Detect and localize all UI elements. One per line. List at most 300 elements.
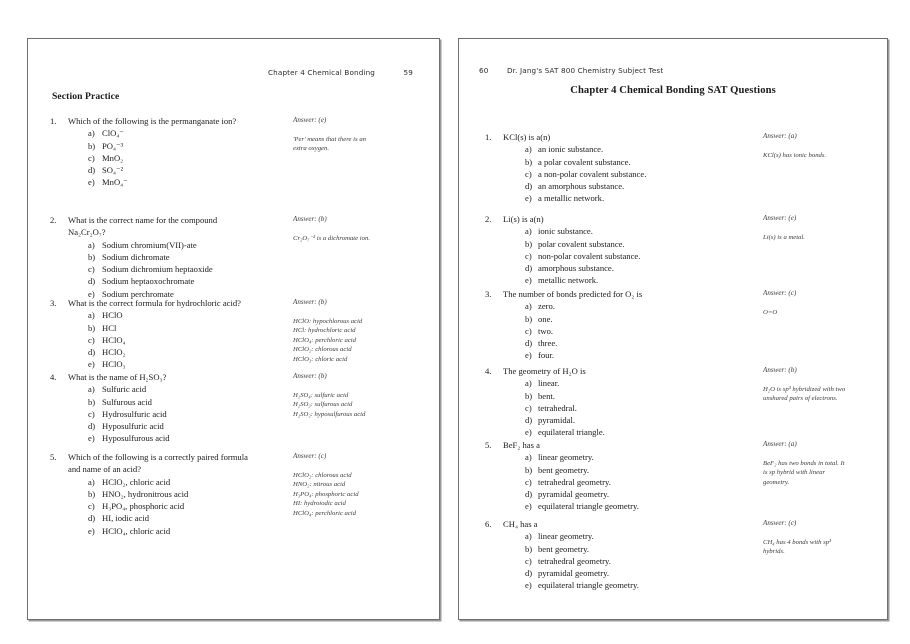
answer-sidebar (763, 439, 888, 487)
choice-label: a) (88, 384, 95, 395)
choice-label: e) (88, 359, 95, 370)
question-number: 6. (485, 519, 492, 529)
answer-explanation (763, 151, 888, 160)
answer-label: Answer: (b) (293, 372, 327, 380)
question-block (485, 131, 875, 204)
answer-sidebar (763, 288, 888, 317)
choice-text: amorphous substance. (538, 263, 614, 274)
answer-explanation-line: BeF₂ has two bonds in total. It (763, 460, 845, 467)
answer-explanation-line: H₂SO₃: sulfurous acid (293, 401, 353, 409)
choice-label: c) (88, 408, 95, 419)
choice-list (68, 127, 276, 188)
choice-text: equilateral triangle. (538, 427, 605, 438)
choice-text: H₃PO₄, phosphoric acid (102, 501, 185, 512)
choice-item[interactable] (503, 476, 731, 488)
answer-explanation-line: HClO₄: perchloric acid (293, 509, 356, 517)
question-block (485, 518, 875, 591)
question-stem (68, 297, 276, 309)
choice-label: b) (88, 489, 96, 500)
choice-list (503, 300, 731, 361)
choice-text: bent. (538, 390, 555, 401)
choice-item[interactable] (68, 512, 276, 524)
choice-label: d) (525, 181, 533, 192)
question-block (485, 439, 875, 512)
choice-label: b) (88, 322, 96, 333)
choice-label: d) (525, 263, 533, 274)
choice-label: c) (525, 555, 532, 566)
choice-text: two. (538, 325, 554, 336)
question-block (50, 297, 426, 370)
choice-text: HClO₄ (102, 334, 126, 345)
answer-label: Answer: (b) (763, 366, 797, 374)
choice-item[interactable] (68, 127, 276, 139)
answer-explanation-line: geometry. (763, 478, 790, 486)
choice-item[interactable] (503, 325, 731, 337)
question-body (68, 214, 276, 300)
choice-item[interactable] (68, 525, 276, 537)
choice-label: b) (525, 390, 533, 401)
answer-label: Answer: (c) (293, 452, 327, 460)
question-body (68, 297, 276, 370)
choice-item[interactable] (68, 358, 276, 370)
choice-label: b) (88, 396, 96, 407)
question-stem (503, 213, 731, 225)
page-right (458, 38, 888, 620)
answer-explanation (293, 471, 433, 518)
choice-label: a) (88, 476, 95, 487)
choice-item[interactable] (503, 238, 731, 250)
choice-text: linear. (538, 378, 560, 389)
choice-text: tetrahedral geometry. (538, 555, 611, 566)
answer-explanation-line: H₂O is sp³ hybridized with two (763, 386, 846, 393)
choice-item[interactable] (503, 168, 731, 180)
question-stem (503, 439, 731, 451)
choice-item[interactable] (68, 476, 276, 488)
answer-explanation-line: HClO₂: chlorous acid (293, 472, 352, 479)
chapter-heading: Chapter 4 Chemical Bonding SAT Questions (570, 85, 776, 96)
answer-label: Answer: (c) (763, 289, 797, 297)
choice-list (68, 476, 276, 537)
choice-text: HClO₃ (102, 359, 126, 370)
question-stem (503, 131, 731, 143)
choice-item[interactable] (503, 426, 731, 438)
choice-item[interactable] (503, 274, 731, 286)
choice-item[interactable] (68, 251, 276, 263)
answer-explanation-line: CH₄ has 4 bonds with sp³ (763, 539, 832, 546)
choice-item[interactable] (503, 225, 731, 237)
choice-item[interactable] (503, 337, 731, 349)
question-stem-line: What is the correct name for the compound (68, 215, 218, 225)
question-stem-line: CH₄ has a (503, 519, 538, 529)
choice-label: d) (88, 347, 96, 358)
choice-text: one. (538, 313, 553, 324)
question-number: 2. (485, 214, 492, 224)
page-number-left: 59 (403, 68, 413, 77)
question-stem-line: Which of the following is a correctly paired formula (68, 452, 248, 462)
choice-item[interactable] (68, 346, 276, 358)
choice-item[interactable] (503, 156, 731, 168)
choice-item[interactable] (503, 192, 731, 204)
choice-list (503, 143, 731, 204)
choice-label: c) (525, 476, 532, 487)
choice-label: a) (525, 378, 532, 389)
choice-label: d) (88, 513, 96, 524)
choice-label: b) (525, 464, 533, 475)
choice-text: equilateral triangle geometry. (538, 580, 639, 591)
choice-item[interactable] (503, 464, 731, 476)
question-number: 4. (50, 372, 57, 382)
question-number: 1. (50, 116, 57, 126)
choice-item[interactable] (503, 313, 731, 325)
choice-text: Sulfuric acid (102, 384, 147, 395)
question-stem-line: The number of bonds predicted for O₂ is (503, 289, 643, 299)
answer-explanation (763, 459, 888, 487)
page-left-content (28, 39, 439, 619)
question-stem-line: What is the name of H₂SO₃? (68, 372, 167, 382)
choice-label: a) (525, 301, 532, 312)
choice-item[interactable] (68, 408, 276, 420)
question-stem-line: KCl(s) is a(n) (503, 132, 551, 142)
question-number: 3. (485, 289, 492, 299)
choice-item[interactable] (68, 383, 276, 395)
answer-explanation-line: H₂SO₂: hyposulfurous acid (293, 410, 366, 418)
choice-text: an amorphous substance. (538, 181, 625, 192)
choice-text: zero. (538, 301, 555, 312)
choice-label: c) (525, 250, 532, 261)
choice-list (68, 239, 276, 300)
choice-text: tetrahedral geometry. (538, 476, 611, 487)
choice-item[interactable] (68, 500, 276, 512)
choice-item[interactable] (503, 390, 731, 402)
question-stem-line: The geometry of H₂O is (503, 366, 586, 376)
page-number-right: 60 (479, 66, 489, 75)
question-stem-line: Na₂Cr₂O₇? (68, 227, 106, 238)
choice-text: an ionic substance. (538, 144, 604, 155)
choice-item[interactable] (68, 152, 276, 164)
choice-text: PO₄⁻³ (102, 140, 124, 151)
choice-label: c) (525, 402, 532, 413)
answer-explanation (763, 538, 888, 557)
question-stem (503, 288, 731, 300)
choice-list (503, 225, 731, 286)
choice-item[interactable] (503, 488, 731, 500)
answer-explanation-line: 'Per' means that there is an (293, 136, 367, 143)
choice-text: HClO₄, chloric acid (102, 525, 171, 536)
answer-sidebar (763, 365, 888, 404)
answer-explanation (763, 308, 888, 317)
choice-item[interactable] (68, 275, 276, 287)
answer-explanation-line: HNO₂: nitrous acid (293, 481, 346, 489)
choice-list (503, 377, 731, 438)
choice-label: a) (88, 128, 95, 139)
choice-list (503, 451, 731, 512)
choice-text: a polar covalent substance. (538, 156, 631, 167)
choice-text: Hyposulfurous acid (102, 433, 170, 444)
choice-text: tetrahedral. (538, 402, 577, 413)
choice-text: Hyposulfuric acid (102, 421, 164, 432)
answer-explanation-line: KCl(s) has ionic bonds. (763, 152, 827, 159)
question-body (68, 115, 276, 188)
answer-explanation (763, 385, 888, 404)
page-right-content (459, 39, 887, 619)
question-stem (503, 365, 731, 377)
choice-label: d) (525, 338, 533, 349)
choice-item[interactable] (503, 262, 731, 274)
choice-text: SO₄⁻² (102, 165, 124, 176)
choice-label: e) (525, 427, 532, 438)
choice-label: c) (525, 168, 532, 179)
choice-text: pyramidal geometry. (538, 489, 610, 500)
question-stem (503, 518, 731, 530)
question-body (68, 451, 276, 537)
choice-item[interactable] (68, 239, 276, 251)
question-stem-line: What is the correct formula for hydrochloric acid? (68, 298, 241, 308)
choice-label: e) (525, 501, 532, 512)
answer-sidebar (293, 297, 433, 364)
answer-sidebar (293, 214, 433, 243)
choice-text: Sodium heptaoxochromate (102, 276, 195, 287)
answer-label: Answer: (a) (763, 132, 797, 140)
choice-text: ClO₄⁻ (102, 128, 124, 139)
answer-label: Answer: (b) (293, 215, 327, 223)
answer-sidebar (763, 518, 888, 557)
choice-label: a) (525, 452, 532, 463)
choice-item[interactable] (503, 143, 731, 155)
question-body (503, 213, 731, 286)
choice-item[interactable] (503, 567, 731, 579)
choice-text: linear geometry. (538, 452, 594, 463)
choice-item[interactable] (503, 250, 731, 262)
answer-explanation-line: Li(s) is a metal. (763, 234, 805, 241)
choice-list (68, 309, 276, 370)
choice-label: e) (525, 275, 532, 286)
choice-text: MnO₂ (102, 152, 124, 163)
choice-text: equilateral triangle geometry. (538, 501, 639, 512)
choice-text: three. (538, 338, 558, 349)
question-block (485, 365, 875, 438)
question-body (68, 371, 276, 444)
choice-label: c) (88, 334, 95, 345)
choice-label: b) (88, 252, 96, 263)
choice-text: HNO₂, hydronitrous acid (102, 489, 189, 500)
answer-sidebar (293, 451, 433, 518)
question-stem (68, 214, 276, 239)
choice-text: HClO₂, chloric acid (102, 476, 171, 487)
choice-label: e) (88, 177, 95, 188)
question-block (50, 451, 426, 537)
choice-text: a non-polar covalent substance. (538, 168, 647, 179)
answer-label: Answer: (a) (763, 440, 797, 448)
choice-label: b) (525, 238, 533, 249)
question-number: 4. (485, 366, 492, 376)
section-heading: Section Practice (52, 91, 120, 102)
answer-explanation-line: HCl: hydrochloric acid (293, 327, 356, 335)
choice-label: b) (525, 543, 533, 554)
choice-label: e) (88, 433, 95, 444)
answer-sidebar (293, 371, 433, 419)
choice-text: four. (538, 350, 554, 361)
choice-text: Sodium chromium(VII)-ate (102, 239, 197, 250)
choice-item[interactable] (68, 263, 276, 275)
question-stem-line: Li(s) is a(n) (503, 214, 544, 224)
answer-label: Answer: (e) (293, 116, 327, 124)
question-body (503, 131, 731, 204)
question-number: 3. (50, 298, 57, 308)
choice-label: d) (88, 165, 96, 176)
question-number: 5. (50, 452, 57, 462)
choice-text: MnO₄⁻ (102, 177, 128, 188)
answer-label: Answer: (c) (763, 519, 797, 527)
choice-text: bent geometry. (538, 464, 589, 475)
choice-label: e) (88, 288, 95, 299)
answer-explanation-line: HClO: hypochlorous acid (293, 318, 363, 325)
choice-label: e) (525, 580, 532, 591)
choice-item[interactable] (503, 500, 731, 512)
choice-item[interactable] (68, 309, 276, 321)
choice-label: a) (525, 226, 532, 237)
choice-text: ionic substance. (538, 226, 593, 237)
choice-text: HI, iodic acid (102, 513, 150, 524)
choice-item[interactable] (68, 164, 276, 176)
question-number: 1. (485, 132, 492, 142)
choice-text: Sulfurous acid (102, 396, 152, 407)
choice-text: pyramidal. (538, 415, 575, 426)
question-block (485, 213, 875, 286)
choice-item[interactable] (68, 140, 276, 152)
choice-item[interactable] (503, 414, 731, 426)
choice-label: c) (88, 152, 95, 163)
choice-label: d) (88, 421, 96, 432)
answer-explanation-line: H₃PO₄: phosphoric acid (293, 490, 359, 498)
choice-item[interactable] (503, 579, 731, 591)
answer-explanation (763, 233, 888, 242)
choice-label: a) (88, 310, 95, 321)
choice-label: a) (525, 144, 532, 155)
choice-list (68, 383, 276, 444)
choice-label: c) (88, 501, 95, 512)
choice-label: b) (525, 156, 533, 167)
choice-label: b) (525, 313, 533, 324)
answer-explanation (293, 135, 433, 154)
choice-label: b) (88, 140, 96, 151)
choice-item[interactable] (68, 322, 276, 334)
choice-label: a) (88, 239, 95, 250)
choice-item[interactable] (503, 349, 731, 361)
choice-text: linear geometry. (538, 531, 594, 542)
page-left (27, 38, 440, 620)
answer-explanation-line: unshared pairs of electrons. (763, 395, 838, 403)
question-stem-line: Which of the following is the permanganate ion? (68, 116, 237, 126)
question-stem (68, 451, 276, 476)
choice-item[interactable] (503, 377, 731, 389)
answer-explanation-line: extra oxygen. (293, 145, 330, 153)
choice-text: Sodium perchromate (102, 288, 174, 299)
choice-label: a) (525, 531, 532, 542)
question-stem (68, 115, 276, 127)
answer-explanation-line: is sp hybrid with linear (763, 469, 826, 477)
answer-explanation-line: HI: hydroiodic acid (293, 500, 346, 508)
question-number: 2. (50, 215, 57, 225)
choice-text: metallic network. (538, 275, 599, 286)
answer-explanation (293, 391, 433, 419)
choice-text: non-polar covalent substance. (538, 250, 641, 261)
choice-text: Sodium dichromate (102, 252, 170, 263)
answer-sidebar (763, 213, 888, 242)
choice-label: e) (525, 350, 532, 361)
question-body (503, 439, 731, 512)
running-head-book-title: Dr. Jang's SAT 800 Chemistry Subject Test (507, 66, 664, 75)
question-number: 5. (485, 440, 492, 450)
choice-item[interactable] (503, 402, 731, 414)
answer-explanation-line: hybrids. (763, 548, 785, 556)
answer-explanation-line: HClO₂: chlorous acid (293, 346, 352, 354)
question-block (50, 115, 426, 188)
answer-explanation-line: Cr₂O₇⁻² is a dichromate ion. (293, 235, 370, 242)
choice-label: d) (88, 276, 96, 287)
choice-item[interactable] (503, 555, 731, 567)
question-stem (68, 371, 276, 383)
question-body (503, 288, 731, 361)
choice-item[interactable] (503, 300, 731, 312)
choice-label: e) (525, 193, 532, 204)
question-block (50, 214, 426, 300)
question-block (50, 371, 426, 444)
choice-text: HClO₂ (102, 347, 126, 358)
choice-item[interactable] (68, 432, 276, 444)
choice-item[interactable] (68, 176, 276, 188)
answer-explanation (293, 317, 433, 364)
question-block (485, 288, 875, 361)
choice-item[interactable] (503, 543, 731, 555)
choice-text: Sodium dichromium heptaoxide (102, 264, 213, 275)
choice-label: c) (88, 264, 95, 275)
choice-label: d) (525, 489, 533, 500)
choice-list (503, 530, 731, 591)
choice-item[interactable] (503, 180, 731, 192)
choice-text: polar covalent substance. (538, 238, 625, 249)
choice-item[interactable] (68, 420, 276, 432)
question-stem-line: and name of an acid? (68, 464, 142, 475)
choice-item[interactable] (503, 530, 731, 542)
choice-label: d) (525, 568, 533, 579)
answer-explanation-line: O=O (763, 309, 778, 316)
choice-label: c) (525, 325, 532, 336)
answer-label: Answer: (b) (293, 298, 327, 306)
question-body (503, 518, 731, 591)
answer-sidebar (763, 131, 888, 160)
choice-item[interactable] (68, 396, 276, 408)
choice-item[interactable] (68, 334, 276, 346)
choice-text: pyramidal geometry. (538, 568, 610, 579)
choice-text: HClO (102, 310, 123, 321)
answer-explanation-line: HClO₃: chloric acid (293, 355, 348, 363)
choice-text: Hydrosulfuric acid (102, 408, 167, 419)
choice-item[interactable] (503, 451, 731, 463)
choice-text: HCl (102, 322, 117, 333)
choice-text: bent geometry. (538, 543, 589, 554)
question-stem-line: BeF₂ has a (503, 440, 540, 450)
choice-label: e) (88, 525, 95, 536)
running-head-chapter: Chapter 4 Chemical Bonding (268, 68, 375, 77)
question-body (503, 365, 731, 438)
answer-explanation-line: H₂SO₄: sulfuric acid (293, 392, 349, 399)
choice-label: d) (525, 415, 533, 426)
answer-explanation (293, 234, 433, 243)
answer-sidebar (293, 115, 433, 154)
answer-label: Answer: (e) (763, 214, 797, 222)
choice-text: a metallic network. (538, 193, 605, 204)
choice-item[interactable] (68, 488, 276, 500)
